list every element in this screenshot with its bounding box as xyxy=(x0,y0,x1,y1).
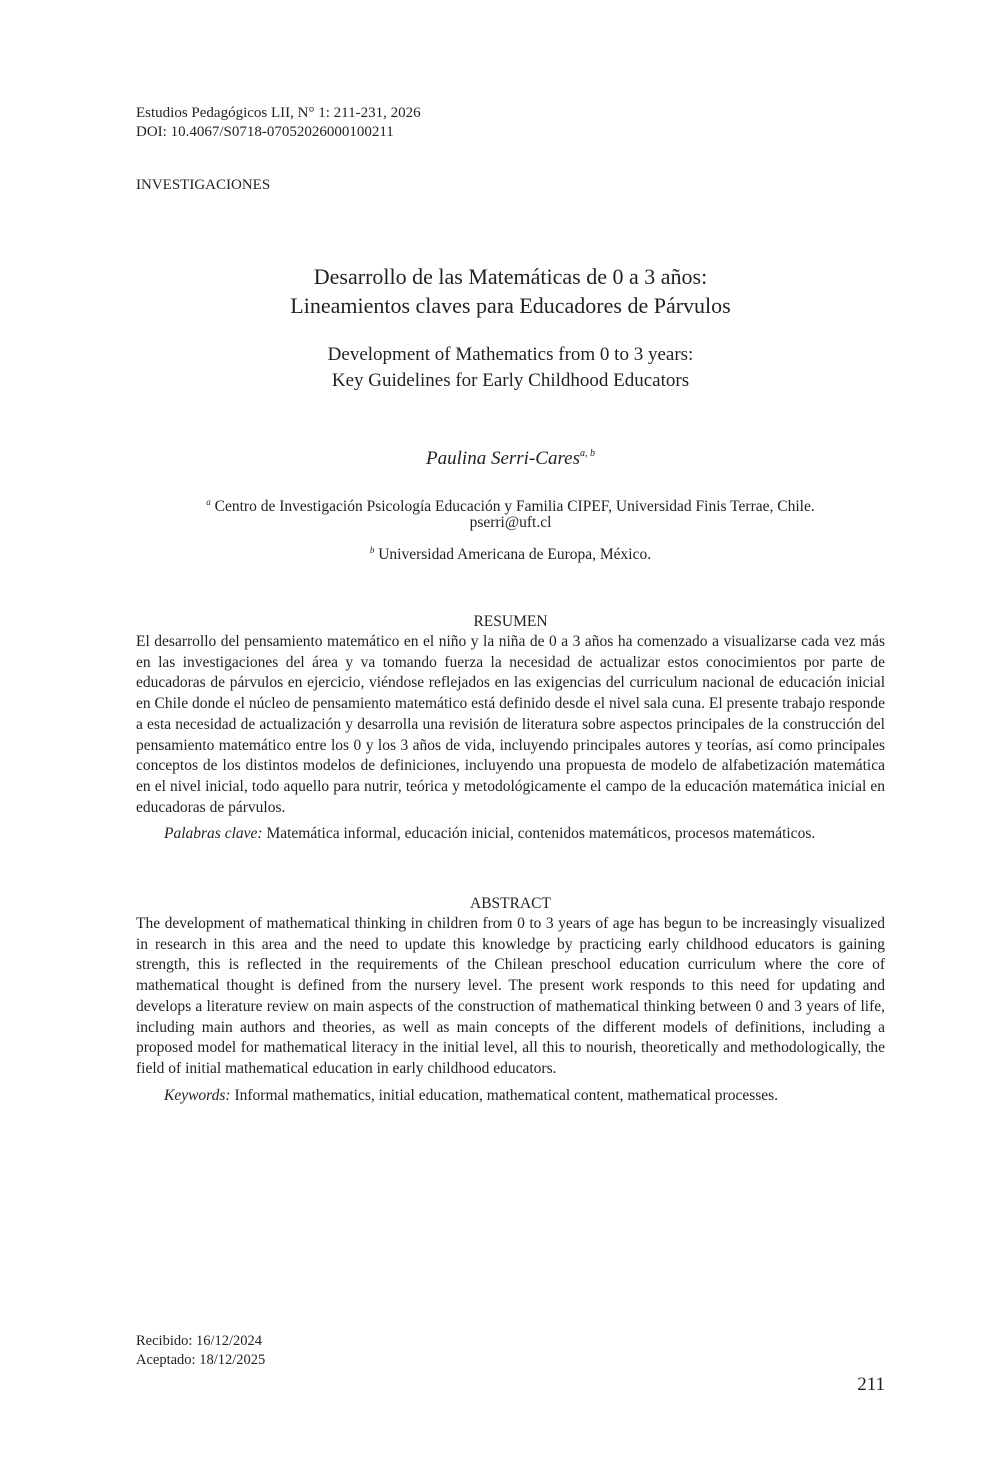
doi-line: DOI: 10.4067/S0718-07052026000100211 xyxy=(136,124,394,140)
received-date: Recibido: 16/12/2024 xyxy=(136,1333,263,1349)
abstract-keywords-text: Informal mathematics, initial education, mathematical content, mathematical processes. xyxy=(234,1087,779,1104)
abstract-keywords xyxy=(164,1086,885,1106)
resumen-keywords-text: Matemática informal, educación inicial, contenidos matemáticos, procesos matemáticos. xyxy=(266,825,816,842)
accepted-date: Aceptado: 18/12/2025 xyxy=(136,1352,266,1368)
journal-citation: Estudios Pedagógicos LII, N° 1: 211-231, 2026 xyxy=(136,105,421,121)
title-english-line-2: Key Guidelines for Early Childhood Educators xyxy=(331,370,690,391)
author-email: pserri@uft.cl xyxy=(469,514,552,531)
title-spanish-line-2: Lineamientos claves para Educadores de Párvulos xyxy=(290,293,731,318)
resumen-heading: RESUMEN xyxy=(473,613,548,630)
author-affiliation-marks: a, b xyxy=(579,448,595,459)
title-spanish-line-1: Desarrollo de las Matemáticas de 0 a 3 años: xyxy=(313,264,708,289)
page-number: 211 xyxy=(857,1374,885,1395)
affiliation-b-mark: b xyxy=(369,545,375,555)
resumen-body: El desarrollo del pensamiento matemático en el niño y la niña de 0 a 3 años ha comenzado a visualizarse cada vez más en las investigaciones del área y va tomando fuerza la necesidad de actualizar estos conocimientos por parte de educadoras de párvulos en ejercicio, viéndose reflejados en las exigencias del curriculum nacional de educación inicial en Chile donde el núcleo de pensamiento matemático está definido desde el nivel sala cuna. El presente trabajo responde a esta necesidad de actualización y desarrolla una revisión de literatura sobre aspectos principales de la construcción del pensamiento matemático entre los 0 y los 3 años de vida, incluyendo principales autores y teorías, así como principales conceptos de los distintos modelos de definiciones, incluyendo una propuesta de modelo de alfabetización matemática en el nivel inicial, todo aquello para nutrir, teórica y metodológicamente el campo de la educación matemática inicial en educadoras de párvulos. xyxy=(136,633,885,816)
affiliation-b xyxy=(136,540,885,565)
title-english-line-1: Development of Mathematics from 0 to 3 years: xyxy=(327,344,694,365)
affiliation-a-text: Centro de Investigación Psicología Educación y Familia CIPEF, Universidad Finis Terrae, Chile. xyxy=(214,498,815,515)
affiliation-b-text: Universidad Americana de Europa, México. xyxy=(378,546,652,563)
resumen-keywords-label: Palabras clave: xyxy=(164,825,263,842)
abstract-heading: ABSTRACT xyxy=(470,895,551,912)
resumen-keywords xyxy=(164,824,885,844)
abstract-body: The development of mathematical thinking in children from 0 to 3 years of age has begun to be increasingly visualized in research in this area and the need to update this knowledge by practicing early childhood educators is gaining strength, this is reflected in the requirements of the Chilean preschool education curriculum where the core of mathematical thought is defined from the nursery level. The present work responds to this need for updating and develops a literature review on main aspects of the construction of mathematical thinking between 0 and 3 years of life, including main authors and theories, as well as main concepts of the different models of definitions, including a proposed model for mathematical literacy in the initial level, all this to nourish, theoretically and methodologically, the field of initial mathematical education in early childhood educators. xyxy=(136,915,885,1077)
abstract-keywords-label: Keywords: xyxy=(164,1087,231,1104)
author-name: Paulina Serri-Cares xyxy=(426,448,580,469)
author xyxy=(136,441,885,472)
affiliation-a-mark: a xyxy=(206,497,211,507)
section-label: INVESTIGACIONES xyxy=(136,177,271,193)
